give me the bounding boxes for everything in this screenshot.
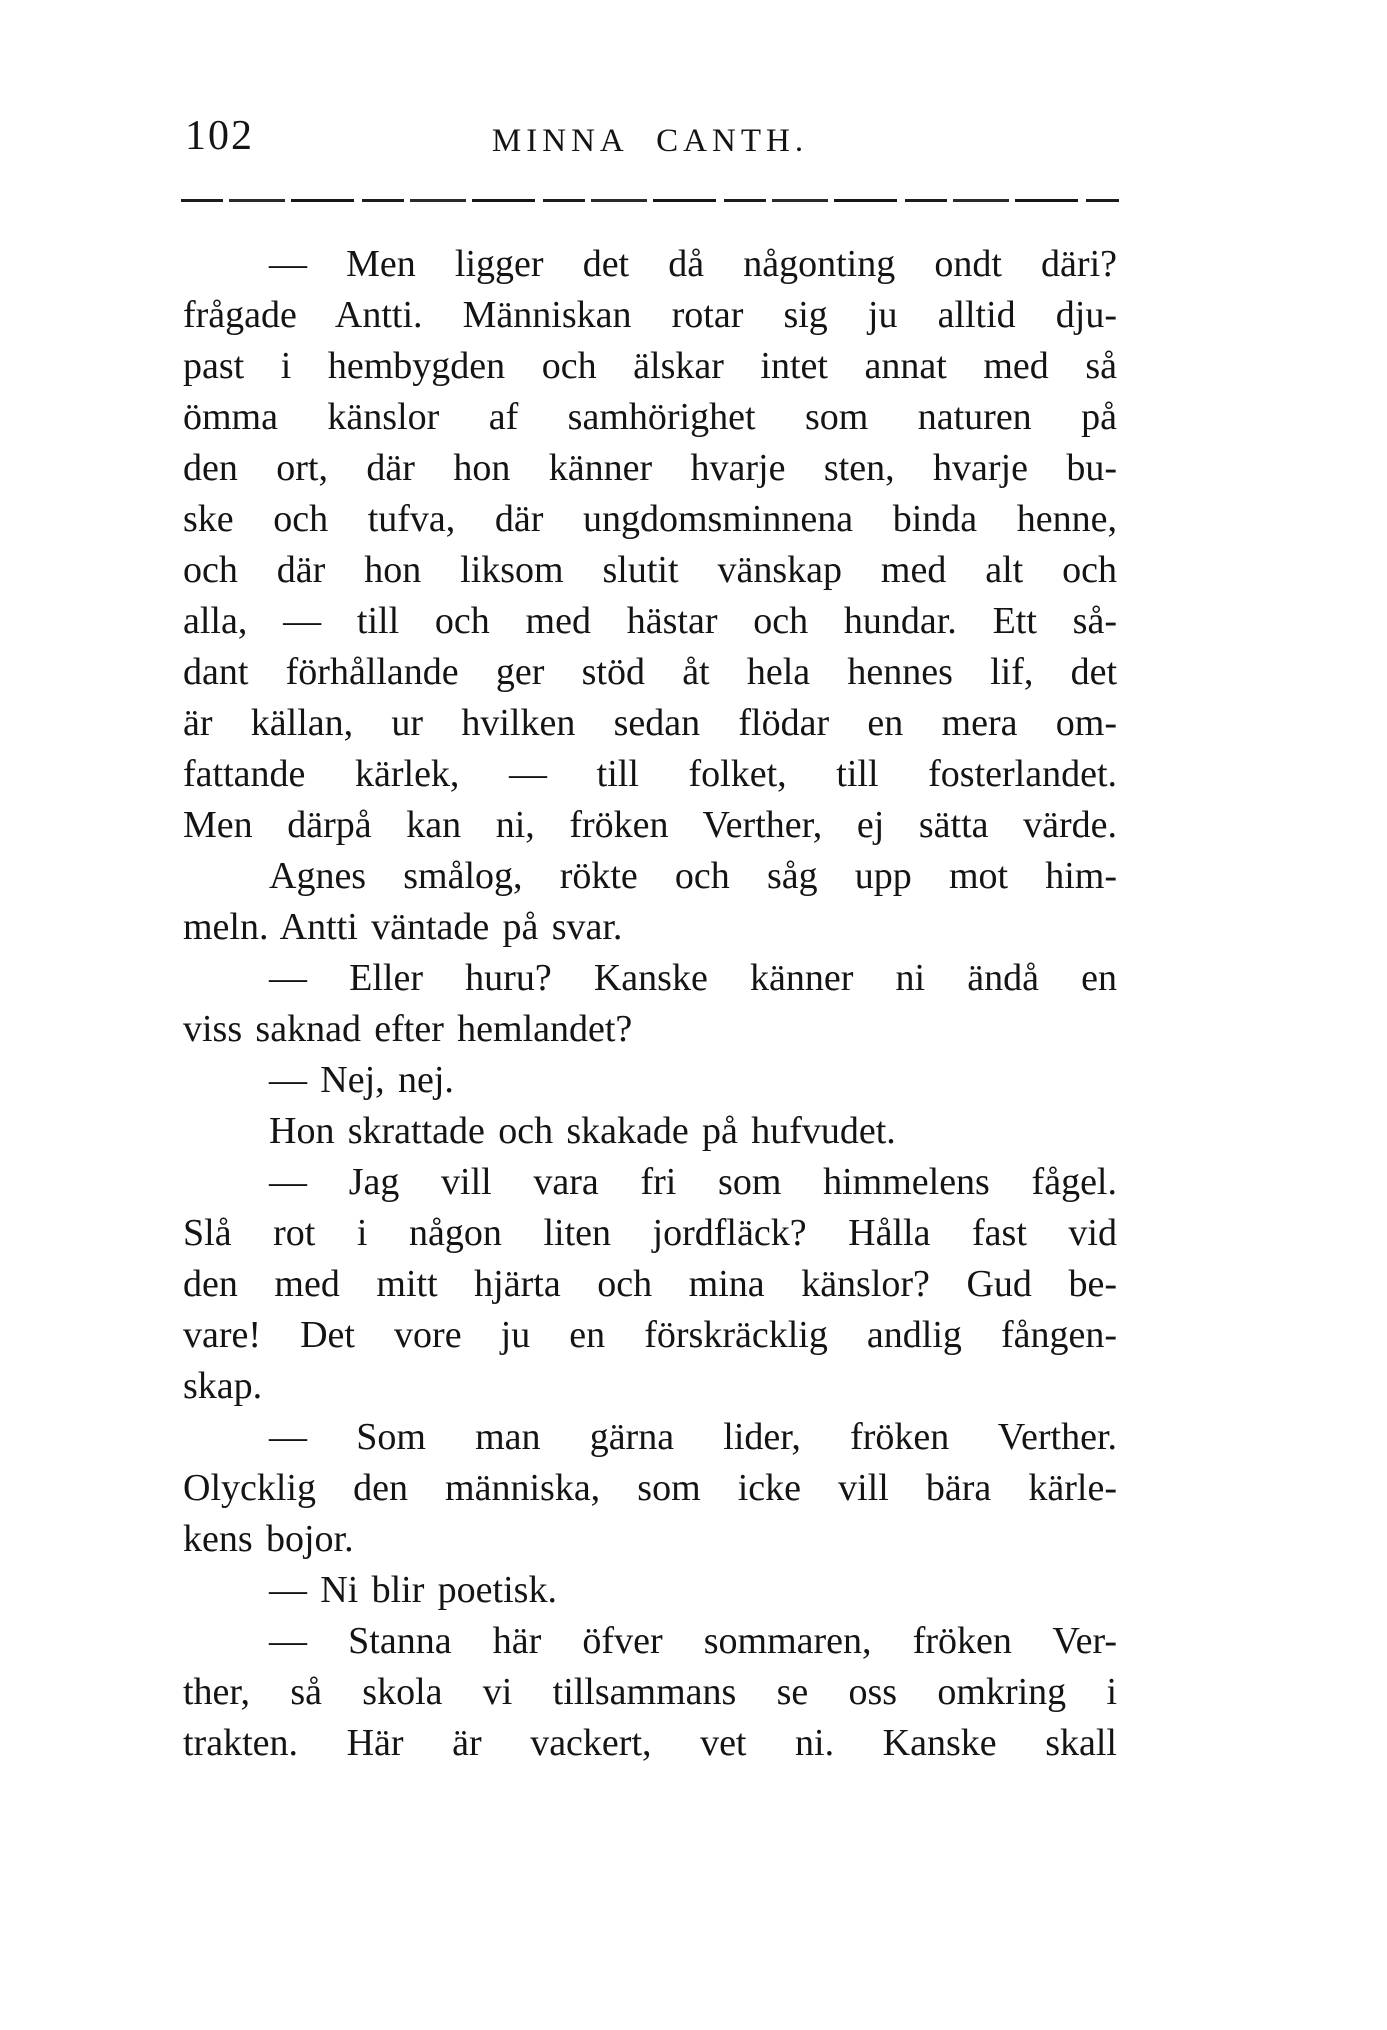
text-line: vare! Det vore ju en förskräcklig andlig fången-	[183, 1314, 1117, 1356]
paragraph	[183, 1106, 1117, 1157]
text-line: den ort, där hon känner hvarje sten, hvarje bu-	[183, 447, 1117, 489]
text-line: — Eller huru? Kanske känner ni ändå en	[269, 957, 1117, 999]
text-line: past i hembygden och älskar intet annat med så	[183, 345, 1117, 387]
page-text	[183, 239, 1117, 1769]
text-line: — Jag vill vara fri som himmelens fågel.	[269, 1161, 1117, 1203]
text-line: skap.	[183, 1365, 263, 1407]
paragraph	[183, 1412, 1117, 1565]
text-line: — Ni blir poetisk.	[269, 1569, 557, 1611]
text-line: Hon skrattade och skakade på hufvudet.	[269, 1110, 896, 1152]
paragraph	[183, 851, 1117, 953]
paragraph	[183, 953, 1117, 1055]
running-title: MINNA CANTH.	[491, 123, 809, 159]
paragraph	[183, 239, 1117, 851]
text-line: — Men ligger det då någonting ondt däri?	[269, 243, 1117, 285]
text-line: dant förhållande ger stöd åt hela hennes lif, det	[183, 651, 1117, 693]
header-rule	[181, 199, 1119, 202]
text-line: är källan, ur hvilken sedan flödar en mera om-	[183, 702, 1117, 744]
text-line: den med mitt hjärta och mina känslor? Gud be-	[183, 1263, 1117, 1305]
text-line: ömma känslor af samhörighet som naturen på	[183, 396, 1117, 438]
text-line: ther, så skola vi tillsammans se oss omkring i	[183, 1671, 1117, 1713]
text-line: — Stanna här öfver sommaren, fröken Ver-	[269, 1620, 1117, 1662]
paragraph	[183, 1565, 1117, 1616]
text-line: viss saknad efter hemlandet?	[183, 1008, 633, 1050]
text-line: och där hon liksom slutit vänskap med alt och	[183, 549, 1117, 591]
paragraph	[183, 1157, 1117, 1412]
text-line: alla, — till och med hästar och hundar. Ett så-	[183, 600, 1117, 642]
page-number: 102	[185, 113, 254, 159]
paragraph	[183, 1616, 1117, 1769]
text-line: — Som man gärna lider, fröken Verther.	[269, 1416, 1117, 1458]
text-line: meln. Antti väntade på svar.	[183, 906, 623, 948]
text-line: — Nej, nej.	[269, 1059, 454, 1101]
text-line: kens bojor.	[183, 1518, 354, 1560]
page-header	[183, 110, 1117, 170]
text-line: Slå rot i någon liten jordfläck? Hålla fast vid	[183, 1212, 1117, 1254]
text-line: Olycklig den människa, som icke vill bära kärle-	[183, 1467, 1117, 1509]
text-line: Agnes smålog, rökte och såg upp mot him-	[269, 855, 1117, 897]
text-line: frågade Antti. Människan rotar sig ju alltid dju-	[183, 294, 1117, 336]
paragraph	[183, 1055, 1117, 1106]
text-line: Men därpå kan ni, fröken Verther, ej sätta värde.	[183, 804, 1117, 846]
text-line: trakten. Här är vackert, vet ni. Kanske skall	[183, 1722, 1117, 1764]
text-line: ske och tufva, där ungdomsminnena binda henne,	[183, 498, 1117, 540]
text-line: fattande kärlek, — till folket, till fosterlandet.	[183, 753, 1117, 795]
